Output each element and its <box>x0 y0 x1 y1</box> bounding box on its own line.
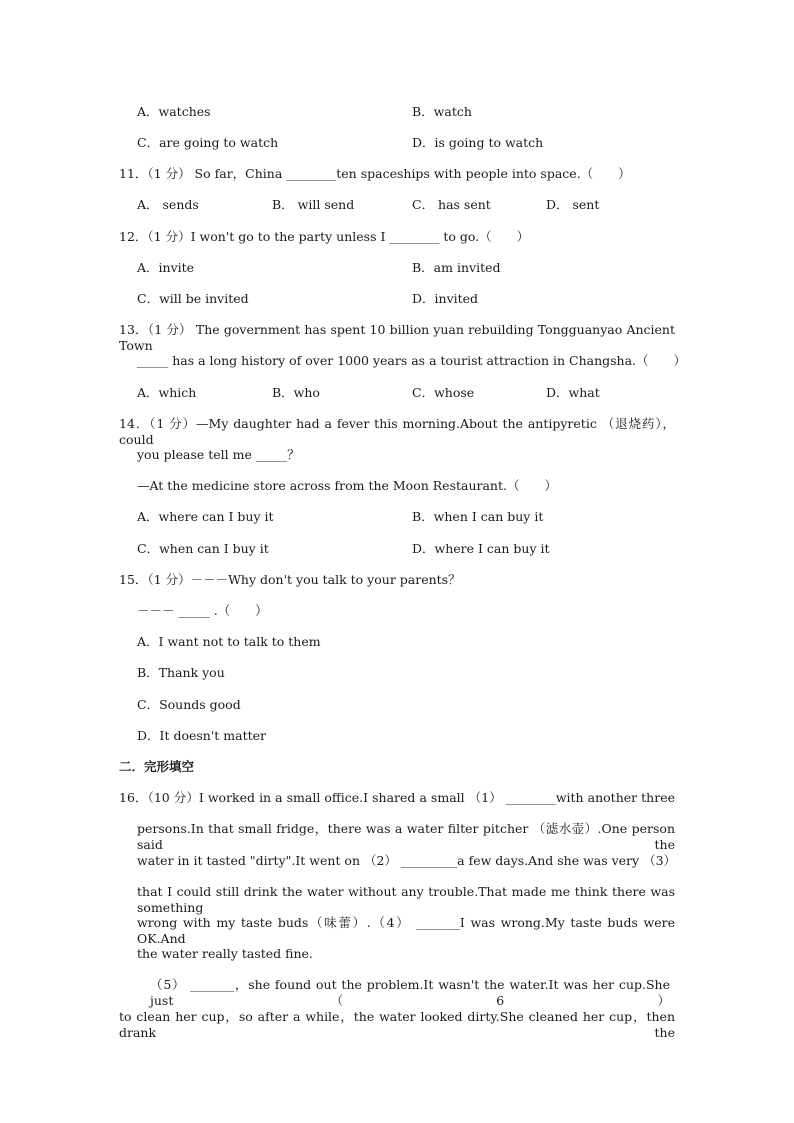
q13-option-b: B．who <box>272 385 320 400</box>
q12-option-d: D．invited <box>412 291 479 306</box>
q15-option-a: A．I want not to talk to them <box>137 634 321 649</box>
q11-option-a: A． sends <box>137 197 199 212</box>
q13-option-d: D．what <box>546 385 600 400</box>
q14-reply: —At the medicine store across from the Moon Restaurant.（ ） <box>137 478 557 493</box>
q13-stem-line1: 13．（1 分） The government has spent 10 billion yuan rebuilding Tongguanyao Ancient Town <box>119 322 675 353</box>
q15-option-b: B．Thank you <box>137 665 225 680</box>
q16-line3: water in it tasted "dirty".It went on （2） _________a few days.And she was very （3） <box>137 853 677 868</box>
q12-stem: 12．（1 分）I won't go to the party unless I ________ to go.（ ） <box>119 229 530 244</box>
q16-line5: wrong with my taste buds（味蕾）.（4） _______I was wrong.My taste buds were OK.And <box>137 915 675 946</box>
q10-option-d: D．is going to watch <box>412 135 544 150</box>
q14-option-c: C．when can I buy it <box>137 541 269 556</box>
q16-line7: （5） _______，she found out the problem.It wasn't the water.It was her cup.She just （6） <box>150 977 670 1008</box>
q16-line8: to clean her cup，so after a while，the water looked dirty.She cleaned her cup，then drank the <box>119 1009 675 1040</box>
q10-option-c: C．are going to watch <box>137 135 279 150</box>
q15-option-d: D．It doesn't matter <box>137 728 267 743</box>
q14-option-a: A．where can I buy it <box>137 509 274 524</box>
q11-stem: 11．（1 分） So far，China ________ten spaceships with people into space.（ ） <box>119 166 631 181</box>
q11-option-b: B． will send <box>272 197 355 212</box>
q15-option-c: C．Sounds good <box>137 697 241 712</box>
q16-line2: persons.In that small fridge，there was a water filter pitcher （滤水壶）.One person said the <box>137 821 675 852</box>
q14-stem-line2: you please tell me _____？ <box>137 447 300 462</box>
q10-option-b: B．watch <box>412 104 472 119</box>
q13-option-a: A．which <box>137 385 197 400</box>
q16-line4: that I could still drink the water without any trouble.That made me think there was something <box>137 884 675 915</box>
q14-stem-line1: 14．（1 分）—My daughter had a fever this morning.About the antipyretic （退烧药），could <box>119 416 675 447</box>
q12-option-a: A．invite <box>137 260 195 275</box>
q14-option-b: B．when I can buy it <box>412 509 544 524</box>
q13-option-c: C．whose <box>412 385 475 400</box>
q16-line1: 16．（10 分）I worked in a small office.I shared a small （1） ________with another three <box>119 790 675 805</box>
q14-option-d: D．where I can buy it <box>412 541 550 556</box>
section-heading: 二．完形填空 <box>119 759 195 774</box>
q15-stem: 15．（1 分）－－－Why don't you talk to your parents？ <box>119 572 461 587</box>
q13-stem-line2: _____ has a long history of over 1000 years as a tourist attraction in Changsha.（ ） <box>137 353 687 368</box>
q11-option-c: C． has sent <box>412 197 491 212</box>
q11-option-d: D． sent <box>546 197 600 212</box>
q12-option-c: C．will be invited <box>137 291 249 306</box>
q12-option-b: B．am invited <box>412 260 501 275</box>
q15-line2: －－－ _____ .（ ） <box>137 603 268 618</box>
q16-line6: the water really tasted fine. <box>137 946 313 961</box>
q10-option-a: A．watches <box>137 104 211 119</box>
